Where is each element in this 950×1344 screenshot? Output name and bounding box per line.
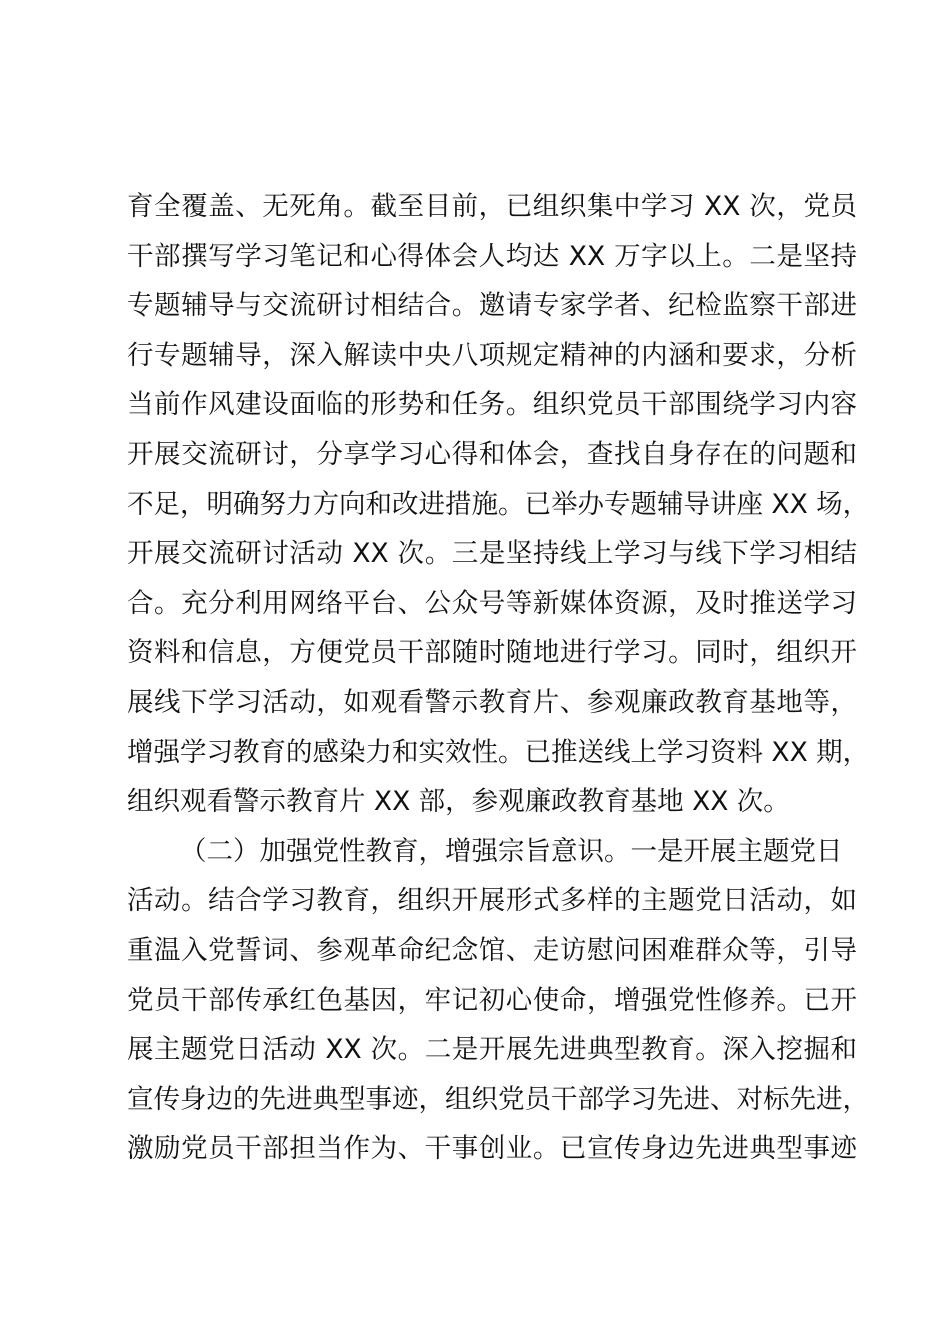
text-line: 干部撰写学习笔记和心得体会人均达 XX 万字以上。二是坚持 — [127, 240, 857, 272]
text-line: 当前作风建设面临的形势和任务。组织党员干部围绕学习内容 — [127, 389, 857, 421]
text-line: 开展交流研讨，分享学习心得和体会，查找自身存在的问题和 — [127, 438, 857, 470]
text-line: 激励党员干部担当作为、干事创业。已宣传身边先进典型事迹 — [127, 1133, 857, 1165]
text-line: 资料和信息，方便党员干部随时随地进行学习。同时，组织开 — [127, 637, 857, 669]
text-line: 合。充分利用网络平台、公众号等新媒体资源，及时推送学习 — [127, 587, 857, 619]
text-line: 开展交流研讨活动 XX 次。三是坚持线上学习与线下学习相结 — [127, 538, 857, 570]
text-line: 展主题党日活动 XX 次。二是开展先进典型教育。深入挖掘和 — [127, 1034, 857, 1066]
text-line: 行专题辅导，深入解读中央八项规定精神的内涵和要求，分析 — [127, 339, 857, 371]
text-line: 重温入党誓词、参观革命纪念馆、走访慰问困难群众等，引导 — [127, 934, 857, 966]
text-line: 不足，明确努力方向和改进措施。已举办专题辅导讲座 XX 场， — [127, 488, 870, 520]
text-line: 组织观看警示教育片 XX 部，参观廉政教育基地 XX 次。 — [127, 786, 790, 818]
text-line: 专题辅导与交流研讨相结合。邀请专家学者、纪检监察干部进 — [127, 290, 857, 322]
text-line: 宣传身边的先进典型事迹，组织党员干部学习先进、对标先进， — [127, 1083, 869, 1115]
text-line: 党员干部传承红色基因，牢记初心使命，增强党性修养。已开 — [127, 984, 857, 1016]
paragraph-heading-line: （二）加强党性教育，增强宗旨意识。一是开展主题党日 — [180, 835, 843, 867]
text-line: 展线下学习活动，如观看警示教育片、参观廉政教育基地等， — [127, 686, 857, 718]
text-line: 活动。结合学习教育，组织开展形式多样的主题党日活动，如 — [127, 885, 857, 917]
text-line: 育全覆盖、无死角。截至目前，已组织集中学习 XX 次，党员 — [127, 191, 857, 222]
body-text — [127, 182, 870, 1174]
text-line: 增强学习教育的感染力和实效性。已推送线上学习资料 XX 期， — [127, 736, 870, 768]
